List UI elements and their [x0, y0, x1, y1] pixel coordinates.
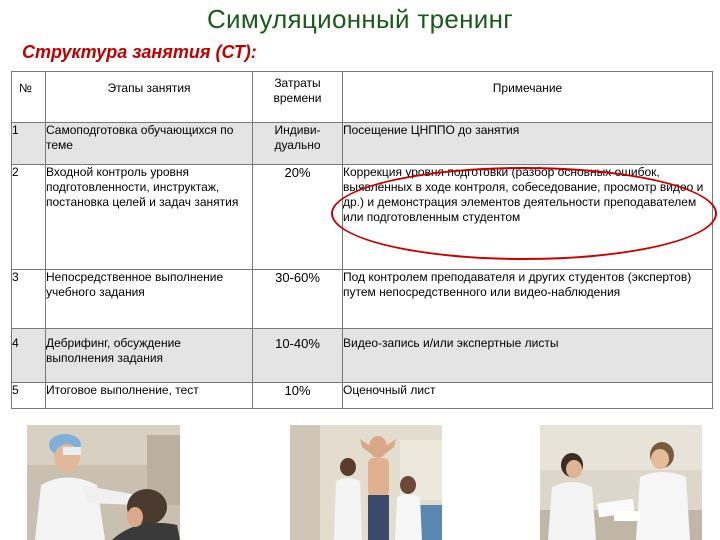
training-photo-consultation: [540, 425, 702, 540]
row-time: Индиви-дуально: [253, 123, 343, 165]
row-note: Посещение ЦНППО до занятия: [343, 123, 713, 165]
header-num: №: [12, 72, 46, 123]
training-photo-exam: [27, 425, 180, 540]
header-note: Примечание: [343, 72, 713, 123]
row-time: 30-60%: [253, 270, 343, 329]
row-stage: Самоподготовка обучающихся по теме: [46, 123, 253, 165]
row-time: 10%: [253, 383, 343, 409]
table-row: [12, 383, 713, 409]
row-note: Под контролем преподавателя и других студентов (экспертов) путем непосредственного или видео-наблюдения: [343, 270, 713, 329]
row-num: 4: [12, 329, 46, 383]
table-row: [12, 123, 713, 165]
row-stage: Непосредственное выполнение учебного задания: [46, 270, 253, 329]
header-stage: Этапы занятия: [46, 72, 253, 123]
row-num: 1: [12, 123, 46, 165]
page-subtitle: Структура занятия (СТ):: [22, 42, 257, 62]
row-stage: Дебрифинг, обсуждение выполнения задания: [46, 329, 253, 383]
row-stage: Входной контроль уровня подготовленности, инструктаж, постановка целей и задач занятия: [46, 165, 253, 270]
row-time: 20%: [253, 165, 343, 270]
training-photo-patient: [290, 425, 442, 540]
row-num: 2: [12, 165, 46, 270]
row-num: 3: [12, 270, 46, 329]
training-photo-consultation-image: [540, 425, 702, 540]
table-row: [12, 165, 713, 270]
table-header-row: [12, 72, 713, 123]
row-time: 10-40%: [253, 329, 343, 383]
row-note: Видео-запись и/или экспертные листы: [343, 329, 713, 383]
header-time: Затраты времени: [253, 72, 343, 123]
row-num: 5: [12, 383, 46, 409]
table-row: [12, 270, 713, 329]
training-photo-exam-image: [27, 425, 180, 540]
row-note: Оценочный лист: [343, 383, 713, 409]
lesson-structure-table: [11, 71, 713, 409]
page-title: Симуляционный тренинг: [206, 4, 514, 34]
training-photo-patient-image: [290, 425, 442, 540]
row-stage: Итоговое выполнение, тест: [46, 383, 253, 409]
row-note: Коррекция уровня подготовки (разбор основных ошибок, выявленных в ходе контроля, собеседование, просмотр видео и др.) и демонстрация элементов деятельности преподавателем или подготовленным студентом: [343, 165, 713, 270]
table-row: [12, 329, 713, 383]
